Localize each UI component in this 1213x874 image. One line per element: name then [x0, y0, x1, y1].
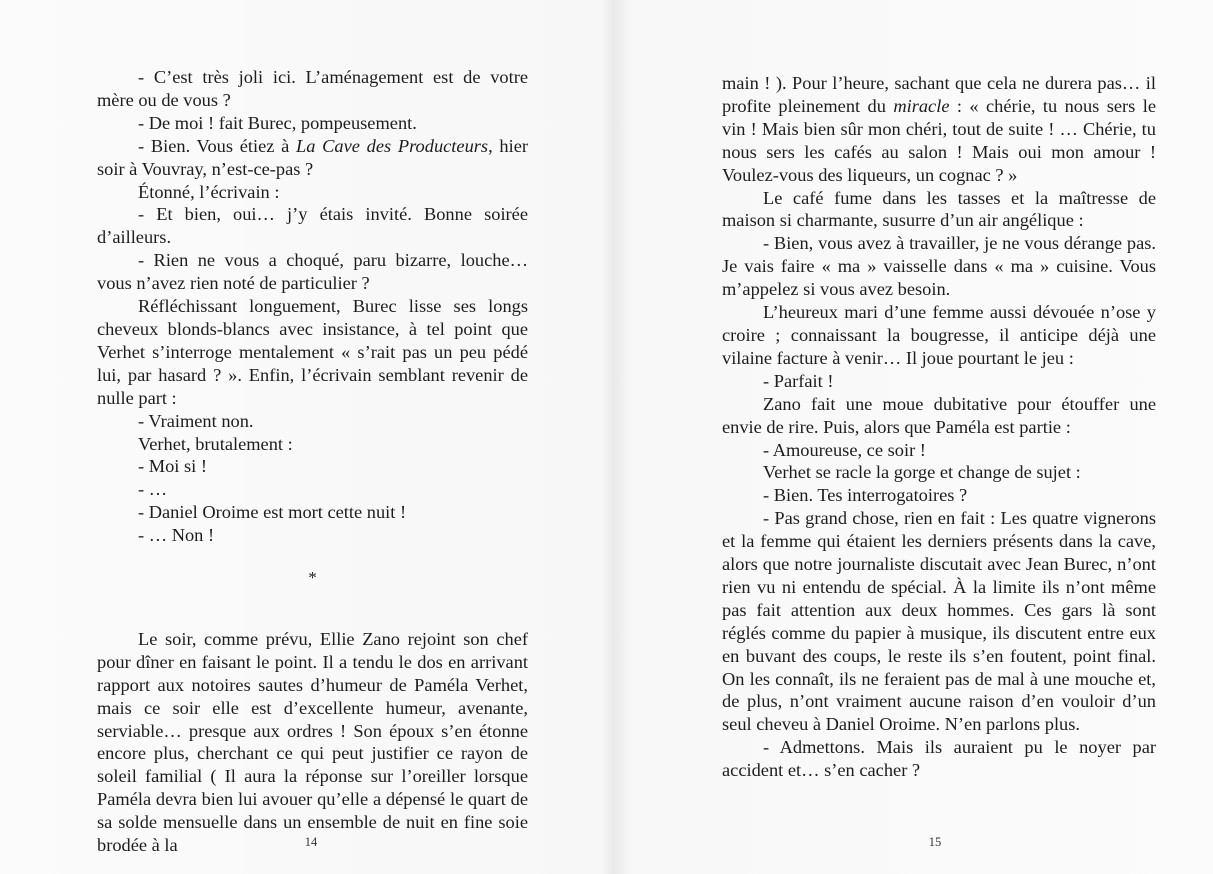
paragraph: - Bien, vous avez à travailler, je ne vous dérange pas. Je vais faire « ma » vaisselle dans « ma » cuisine. Vous m’appelez si vous avez besoin.	[722, 233, 1156, 300]
paragraph: main ! ). Pour l’heure, sachant que cela ne durera pas… il profite pleinement du miracle : « chérie, tu nous sers le vin ! Mais bien sûr mon chéri, tout de suite ! … Chérie, tu nous sers les cafés au salon ! Mais oui mon amour ! Voulez-vous des liqueurs, un cognac ? »	[722, 73, 1156, 185]
paragraph: Réfléchissant longuement, Burec lisse ses longs cheveux blonds-blancs avec insistance, à tel point que Verhet s’interroge mentalement « s’rait pas un peu pédé lui, par hasard ? ». Enfin, l’écrivain semblant revenir de nulle part :	[97, 296, 528, 408]
right-page	[607, 0, 1213, 874]
paragraph: - Vraiment non.	[138, 410, 254, 431]
paragraph: Le soir, comme prévu, Ellie Zano rejoint son chef pour dîner en faisant le point. Il a tendu le dos en arrivant rapport aux notoires sautes d’humeur de Paméla Verhet, mais ce soir elle est d’excellente humeur, avenante, serviable… presque aux ordres ! Son époux s’en étonne encore plus, cherchant ce qui peut justifier ce rayon de soleil familial ( Il aura la réponse sur l’oreiller lorsque Paméla devra bien lui avouer qu’elle a dépensé le quart de sa solde mensuelle dans un ensemble de nuit en fine soie brodée à la	[97, 628, 528, 856]
paragraph: Verhet se racle la gorge et change de sujet :	[763, 462, 1081, 483]
paragraph: - … Non !	[138, 525, 215, 546]
page-number: 14	[304, 835, 318, 849]
paragraph: - Bien. Vous étiez à La Cave des Producteurs, hier soir à Vouvray, n’est-ce-pas ?	[97, 135, 528, 179]
left-page-text	[97, 66, 528, 857]
paragraph: - De moi ! fait Burec, pompeusement.	[138, 112, 417, 133]
paragraph: - Pas grand chose, rien en fait : Les quatre vignerons et la femme qui étaient les derniers présents dans la cave, alors que notre journaliste discutait avec Jean Burec, n’ont rien vu ni entendu de spécial. À la limite ils n’ont même pas fait attention aux deux hommes. Ces gars là sont réglés comme du papier à musique, ils discutent entre eux en buvant des coups, le reste ils s’en foutent, point final. On les connaît, ils ne feraient pas de mal à une mouche et, de plus, n’ont vraiment aucune raison d’en vouloir d’un seul cheveu à Daniel Oroime. N’en parlons plus.	[722, 508, 1156, 735]
paragraph: - Rien ne vous a choqué, paru bizarre, louche… vous n’avez rien noté de particulier ?	[97, 250, 528, 294]
page-number: 15	[928, 835, 942, 849]
paragraph: - Moi si !	[138, 456, 207, 477]
paragraph: Zano fait une moue dubitative pour étouffer une envie de rire. Puis, alors que Paméla est partie :	[722, 393, 1156, 437]
paragraph: - C’est très joli ici. L’aménagement est de votre mère ou de vous ?	[97, 67, 528, 110]
italic-title: La Cave des Producteurs	[296, 135, 489, 156]
paragraph: Étonné, l’écrivain :	[138, 181, 280, 202]
paragraph: Verhet, brutalement :	[138, 433, 293, 454]
paragraph: - Daniel Oroime est mort cette nuit !	[138, 502, 407, 523]
paragraph: - …	[138, 479, 168, 500]
right-page-text	[722, 72, 1156, 782]
left-page	[0, 0, 606, 874]
paragraph: - Bien. Tes interrogatoires ?	[763, 485, 968, 506]
paragraph: Le café fume dans les tasses et la maîtresse de maison si charmante, susurre d’un air angélique :	[722, 187, 1156, 231]
paragraph: - Et bien, oui… j’y étais invité. Bonne soirée d’ailleurs.	[97, 204, 528, 248]
paragraph: - Admettons. Mais ils auraient pu le noyer par accident et… s’en cacher ?	[722, 737, 1156, 781]
section-separator: *	[308, 568, 317, 588]
paragraph: - Amoureuse, ce soir !	[763, 439, 926, 460]
paragraph: L’heureux mari d’une femme aussi dévouée n’ose y croire ; connaissant la bougresse, il anticipe déjà une vilaine facture à venir… Il joue pourtant le jeu :	[722, 302, 1156, 368]
paragraph: - Parfait !	[763, 370, 834, 391]
italic-word: miracle	[893, 95, 950, 116]
